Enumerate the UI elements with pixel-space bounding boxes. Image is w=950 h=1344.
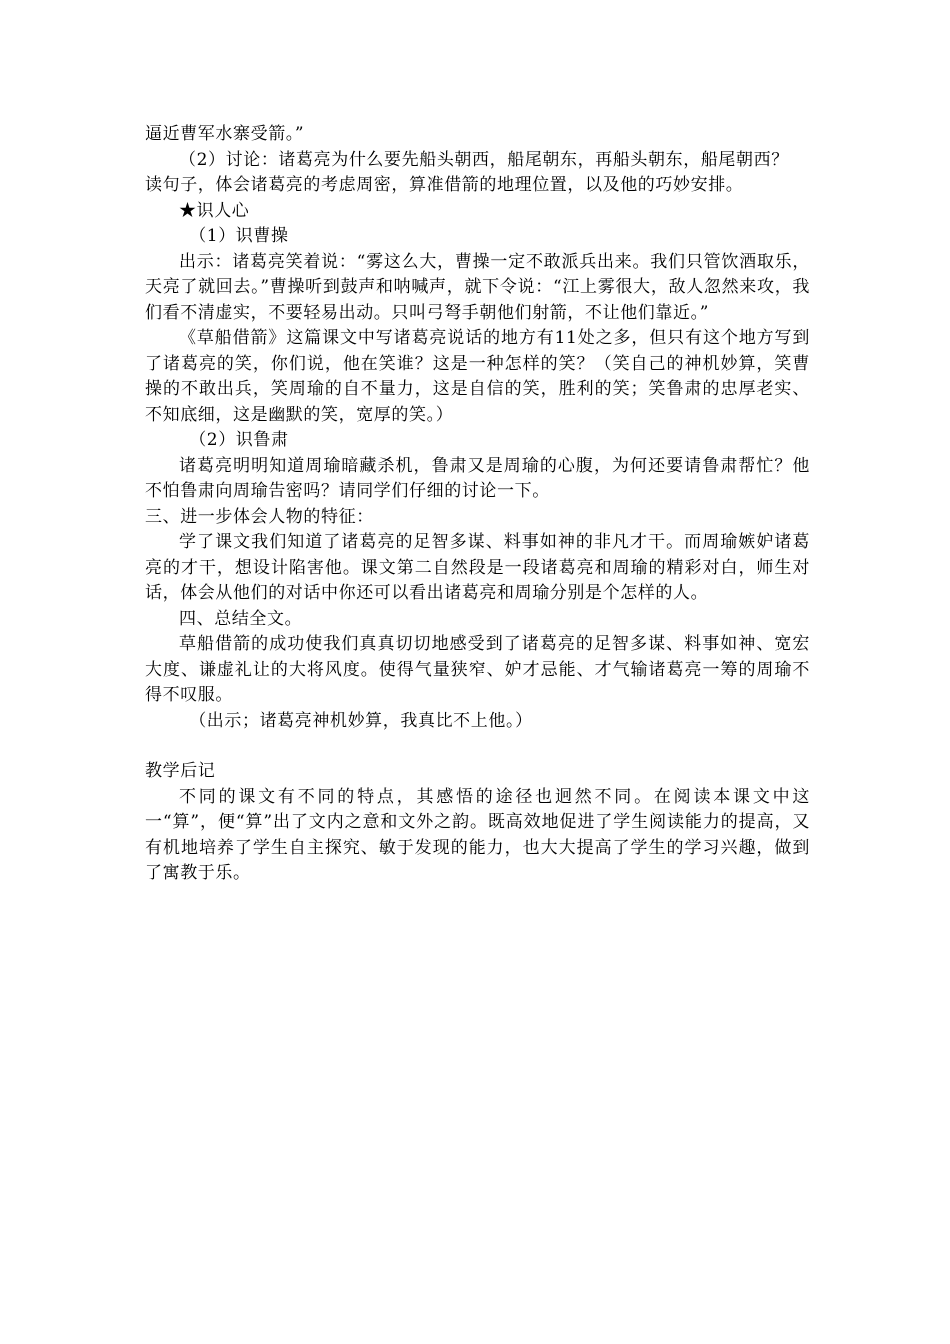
section-heading-three: 三、进一步体会人物的特征： bbox=[145, 506, 374, 527]
document-body bbox=[145, 122, 810, 887]
subheading-cao-cao: （1）识曹操 bbox=[189, 226, 289, 246]
paragraph-laugh: 《草船借箭》这篇课文中写诸葛亮说话的地方有11处之多，但只有这个地方写到了诸葛亮的笑，你们说，他在笑谁？这是一种怎样的笑？（笑自己的神机妙算，笑曹操的不敢出兵，笑周瑜的自不量力，这是自信的笑，胜利的笑；笑鲁肃的忠厚老实、不知底细，这是幽默的笑，宽厚的笑。） bbox=[145, 328, 810, 425]
paragraph-characters: 学了课文我们知道了诸葛亮的足智多谋、料事如神的非凡才干。而周瑜嫉妒诸葛亮的才干，想设计陷害他。课文第二自然段是一段诸葛亮和周瑜的精彩对白，师生对话，体会从他们的对话中你还可以看出诸葛亮和周瑜分别是个怎样的人。 bbox=[145, 532, 810, 603]
spacer bbox=[145, 734, 810, 759]
paragraph-postscript: 不同的课文有不同的特点，其感悟的途径也迥然不同。在阅读本课文中这一“算”，便“算”出了文内之意和文外之韵。既高效地促进了学生阅读能力的提高，又有机地培养了学生自主探究、敏于发现的能力，也大大提高了学生的学习兴趣，做到了寓教于乐。 bbox=[145, 786, 810, 883]
paragraph-discussion: （2）讨论：诸葛亮为什么要先船头朝西，船尾朝东，再船头朝东，船尾朝西？ bbox=[179, 149, 789, 170]
paragraph-lu-su: 诸葛亮明明知道周瑜暗藏杀机，鲁肃又是周瑜的心腹，为何还要请鲁肃帮忙？他不怕鲁肃向周瑜告密吗？请同学们仔细的讨论一下。 bbox=[145, 455, 810, 501]
section-heading-postscript: 教学后记 bbox=[145, 761, 216, 781]
subheading-lu-su: （2）识鲁肃 bbox=[189, 430, 289, 450]
paragraph-quote: 出示：诸葛亮笑着说：“雾这么大，曹操一定不敢派兵出来。我们只管饮酒取乐，天亮了就回去。”曹操听到鼓声和呐喊声，就下令说：“江上雾很大，敌人忽然来攻，我们看不清虚实，不要轻易出动。只叫弓弩手朝他们射箭，不让他们靠近。” bbox=[145, 251, 810, 323]
paragraph-summary: 草船借箭的成功使我们真真切切地感受到了诸葛亮的足智多谋、料事如神、宽宏大度、谦虚礼让的大将风度。使得气量狭窄、妒才忌能、才气输诸葛亮一筹的周瑜不得不叹服。 bbox=[145, 634, 810, 705]
section-heading-four: 四、总结全文。 bbox=[179, 608, 303, 629]
paragraph-continuation: 逼近曹军水寨受箭。” bbox=[145, 124, 305, 144]
section-heading-knowing-people: ★识人心 bbox=[179, 200, 250, 221]
paragraph-show: （出示；诸葛亮神机妙算，我真比不上他。） bbox=[189, 710, 533, 731]
paragraph-reading: 读句子，体会诸葛亮的考虑周密，算准借箭的地理位置，以及他的巧妙安排。 bbox=[145, 175, 744, 195]
